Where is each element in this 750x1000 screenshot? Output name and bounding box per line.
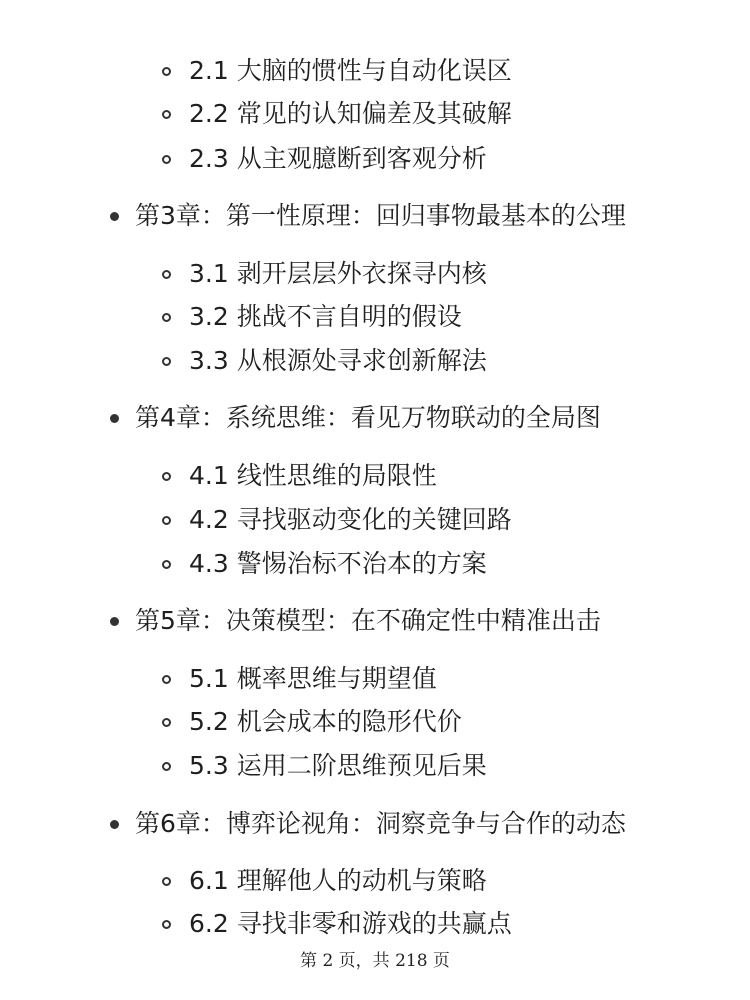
hollow-bullet-icon [162, 675, 171, 684]
hollow-bullet-icon [162, 762, 171, 771]
hollow-bullet-icon [162, 110, 171, 119]
solid-bullet-icon [110, 414, 119, 423]
list-item-text: 4.1 线性思维的局限性 [189, 461, 437, 490]
list-item-text: 第6章：博弈论视角：洞察竞争与合作的动态 [135, 809, 626, 838]
list-item-text: 6.1 理解他人的动机与策略 [189, 866, 487, 895]
hollow-bullet-icon [162, 472, 171, 481]
hollow-bullet-icon [162, 313, 171, 322]
list-item-text: 4.3 警惕治标不治本的方案 [189, 549, 487, 578]
list-item-text: 5.2 机会成本的隐形代价 [189, 707, 462, 736]
solid-bullet-icon [110, 212, 119, 221]
hollow-bullet-icon [162, 560, 171, 569]
list-item-text: 第4章：系统思维：看见万物联动的全局图 [135, 403, 601, 432]
solid-bullet-icon [110, 820, 119, 829]
hollow-bullet-icon [162, 516, 171, 525]
list-item-text: 2.1 大脑的惯性与自动化误区 [189, 56, 512, 85]
hollow-bullet-icon [162, 270, 171, 279]
hollow-bullet-icon [162, 877, 171, 886]
hollow-bullet-icon [162, 67, 171, 76]
list-item-text: 3.2 挑战不言自明的假设 [189, 302, 462, 331]
list-item-text: 6.2 寻找非零和游戏的共赢点 [189, 909, 512, 938]
hollow-bullet-icon [162, 155, 171, 164]
list-item-text: 第3章：第一性原理：回归事物最基本的公理 [135, 201, 626, 230]
solid-bullet-icon [110, 617, 119, 626]
list-item-text: 3.3 从根源处寻求创新解法 [189, 346, 487, 375]
page-indicator: 第 2 页，共 218 页 [300, 951, 450, 971]
hollow-bullet-icon [162, 920, 171, 929]
hollow-bullet-icon [162, 357, 171, 366]
list-item-text: 第5章：决策模型：在不确定性中精准出击 [135, 606, 601, 635]
hollow-bullet-icon [162, 718, 171, 727]
list-item-text: 5.3 运用二阶思维预见后果 [189, 751, 487, 780]
list-item-text: 2.3 从主观臆断到客观分析 [189, 144, 487, 173]
list-item-text: 3.1 剥开层层外衣探寻内核 [189, 259, 487, 288]
list-item-text: 2.2 常见的认知偏差及其破解 [189, 99, 512, 128]
list-item-text: 4.2 寻找驱动变化的关键回路 [189, 505, 512, 534]
list-item-text: 5.1 概率思维与期望值 [189, 664, 437, 693]
